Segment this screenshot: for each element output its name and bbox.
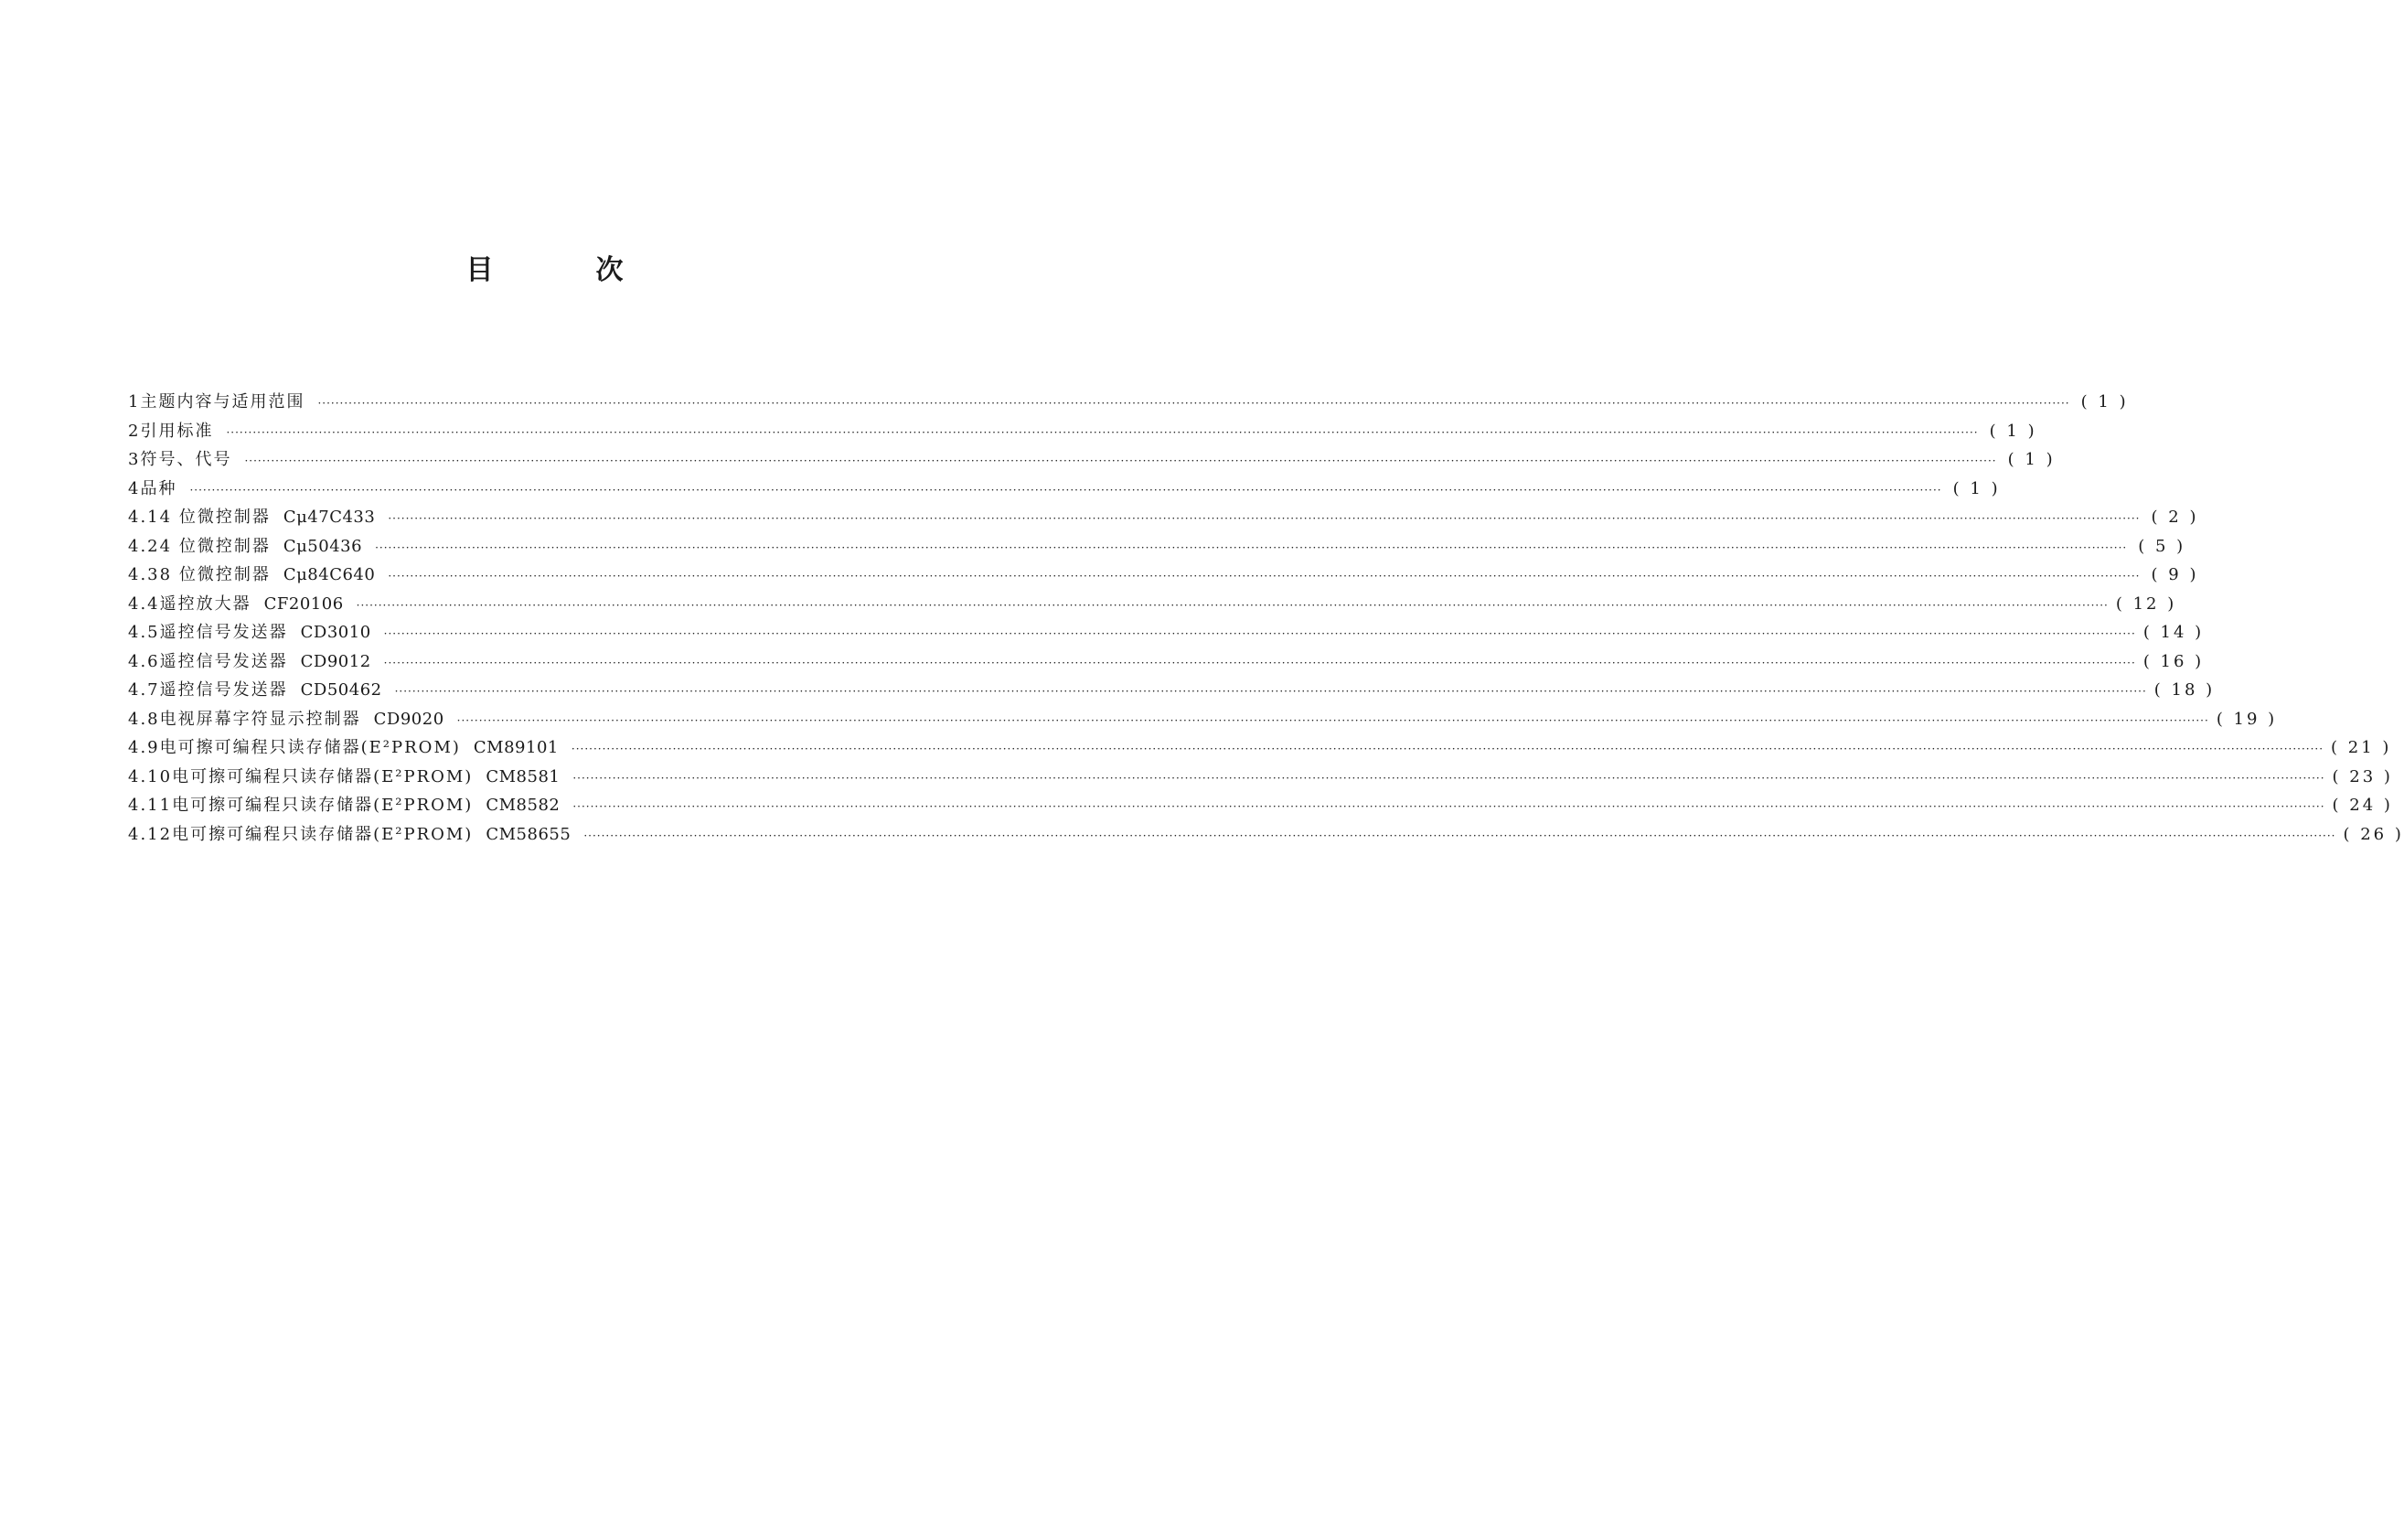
toc-entry[interactable]	[128, 476, 2001, 505]
toc-entry-number: 4.12	[128, 824, 173, 844]
toc-dot-leader: ··············································································································································································································································································································································································································	[388, 570, 2141, 583]
toc-entry[interactable]	[128, 533, 2186, 562]
toc-entry-title: 品种	[140, 478, 177, 498]
toc-entry-title: 符号、代号	[140, 450, 232, 469]
toc-dot-leader: ··············································································································································································································································································································································································································	[571, 743, 2324, 755]
toc-dot-leader: ··············································································································································································································································································································································································································	[456, 713, 2209, 727]
toc-entry-title: 遥控放大器	[159, 594, 251, 614]
toc-entry-page: ( 1 )	[1952, 478, 2001, 498]
toc-entry-title: 引用标准	[140, 421, 214, 441]
toc-entry-page: ( 16 )	[2142, 651, 2205, 671]
toc-entry-page: ( 1 )	[2080, 392, 2129, 412]
toc-entry-code: Cμ84C640	[283, 565, 376, 584]
toc-dot-leader: ··············································································································································································································································································································································································································	[583, 829, 2336, 842]
toc-entry-code: CM8581	[486, 766, 561, 786]
toc-entry-code: Cμ50436	[283, 536, 363, 556]
toc-entry-title: 遥控信号发送器	[159, 680, 288, 700]
toc-entry-number: 2	[128, 421, 141, 441]
toc-entry[interactable]	[128, 821, 2404, 850]
table-of-contents	[128, 389, 2404, 850]
toc-entry-title: 电可擦可编程只读存储器(E²PROM)	[172, 824, 474, 844]
toc-entry-code: CD3010	[300, 623, 371, 642]
toc-entry-code: Cμ47C433	[283, 508, 376, 527]
toc-entry-title: 遥控信号发送器	[159, 623, 288, 642]
toc-entry[interactable]	[128, 446, 2056, 476]
toc-entry-title: 电可擦可编程只读存储器(E²PROM)	[172, 796, 474, 815]
toc-entry[interactable]	[128, 792, 2393, 821]
toc-entry-title: 4 位微控制器	[159, 508, 271, 527]
toc-entry-number: 4.1	[128, 508, 160, 527]
toc-entry-page: ( 9 )	[2151, 565, 2199, 584]
toc-dot-leader: ··············································································································································································································································································································································································································	[572, 771, 2325, 785]
toc-entry[interactable]	[128, 648, 2205, 678]
toc-entry[interactable]	[128, 706, 2278, 735]
toc-entry[interactable]	[128, 504, 2199, 533]
toc-entry-number: 4.10	[128, 766, 173, 786]
toc-entry-code: CD50462	[300, 680, 382, 700]
toc-entry-code: CM89101	[473, 738, 559, 757]
toc-entry-number: 4.7	[128, 680, 160, 700]
toc-entry-number: 1	[128, 392, 141, 412]
toc-entry-page: ( 14 )	[2142, 623, 2205, 642]
toc-entry[interactable]	[128, 764, 2393, 793]
toc-dot-leader: ··············································································································································································································································································································································································································	[375, 540, 2128, 554]
toc-entry-page: ( 24 )	[2332, 796, 2393, 815]
toc-entry-number: 4.11	[128, 796, 173, 815]
toc-entry-number: 4.3	[128, 565, 160, 584]
toc-dot-leader: ··············································································································································································································································································································································································································	[244, 455, 1997, 467]
toc-entry-code: CD9020	[373, 709, 444, 729]
toc-dot-leader: ··············································································································································································································································································································································································································	[356, 598, 2109, 612]
toc-entry-title: 电可擦可编程只读存储器(E²PROM)	[159, 738, 461, 757]
toc-entry-page: ( 12 )	[2115, 594, 2177, 614]
toc-entry-code: CM58655	[486, 824, 572, 844]
toc-entry-number: 4.6	[128, 651, 160, 671]
toc-dot-leader: ··············································································································································································································································································································································································································	[388, 512, 2141, 525]
toc-entry-code: CF20106	[263, 594, 344, 614]
toc-entry[interactable]	[128, 619, 2205, 648]
toc-entry-title: 主题内容与适用范围	[140, 392, 305, 412]
toc-entry-number: 4.9	[128, 738, 160, 757]
toc-entry-title: 电可擦可编程只读存储器(E²PROM)	[172, 766, 474, 786]
toc-entry-number: 3	[128, 450, 141, 469]
toc-entry[interactable]	[128, 591, 2177, 620]
toc-entry-title: 8 位微控制器	[159, 565, 271, 584]
toc-entry-page: ( 1 )	[1989, 421, 2037, 441]
toc-dot-leader: ··············································································································································································································································································································································································································	[383, 627, 2136, 640]
toc-entry-page: ( 1 )	[2007, 450, 2056, 469]
toc-entry[interactable]	[128, 734, 2392, 764]
toc-entry-page: ( 19 )	[2216, 709, 2278, 729]
toc-entry-page: ( 23 )	[2332, 766, 2393, 786]
toc-dot-leader: ··············································································································································································································································································································································································································	[189, 483, 1942, 497]
toc-entry-page: ( 18 )	[2153, 680, 2216, 700]
toc-entry-number: 4	[128, 478, 141, 498]
toc-entry-number: 4.8	[128, 709, 160, 729]
toc-entry-code: CM8582	[486, 796, 561, 815]
toc-entry-number: 4.4	[128, 594, 160, 614]
toc-entry-page: ( 21 )	[2331, 738, 2392, 757]
page-title-char: 目	[465, 254, 494, 286]
page-title-char: 次	[595, 254, 624, 286]
toc-entry-page: ( 26 )	[2343, 824, 2404, 844]
toc-entry-page: ( 5 )	[2138, 536, 2186, 556]
toc-dot-leader: ··············································································································································································································································································································································································································	[383, 656, 2136, 669]
page-title	[0, 252, 1089, 289]
toc-dot-leader: ··············································································································································································································································································································································································································	[317, 397, 2070, 410]
toc-dot-leader: ··············································································································································································································································································································································································································	[394, 685, 2147, 698]
toc-entry-code: CD9012	[300, 651, 371, 671]
toc-entry-page: ( 2 )	[2151, 508, 2199, 527]
toc-entry-number: 4.5	[128, 623, 160, 642]
toc-dot-leader: ··············································································································································································································································································································································································································	[572, 800, 2325, 813]
toc-entry[interactable]	[128, 418, 2037, 447]
toc-entry-title: 电视屏幕字符显示控制器	[159, 709, 361, 729]
toc-entry-number: 4.2	[128, 536, 160, 556]
toc-dot-leader: ··············································································································································································································································································································································································································	[226, 425, 1979, 439]
toc-entry[interactable]	[128, 677, 2216, 706]
toc-entry-title: 4 位微控制器	[159, 536, 271, 556]
toc-entry[interactable]	[128, 389, 2129, 418]
toc-entry-title: 遥控信号发送器	[159, 651, 288, 671]
toc-entry[interactable]	[128, 561, 2199, 591]
